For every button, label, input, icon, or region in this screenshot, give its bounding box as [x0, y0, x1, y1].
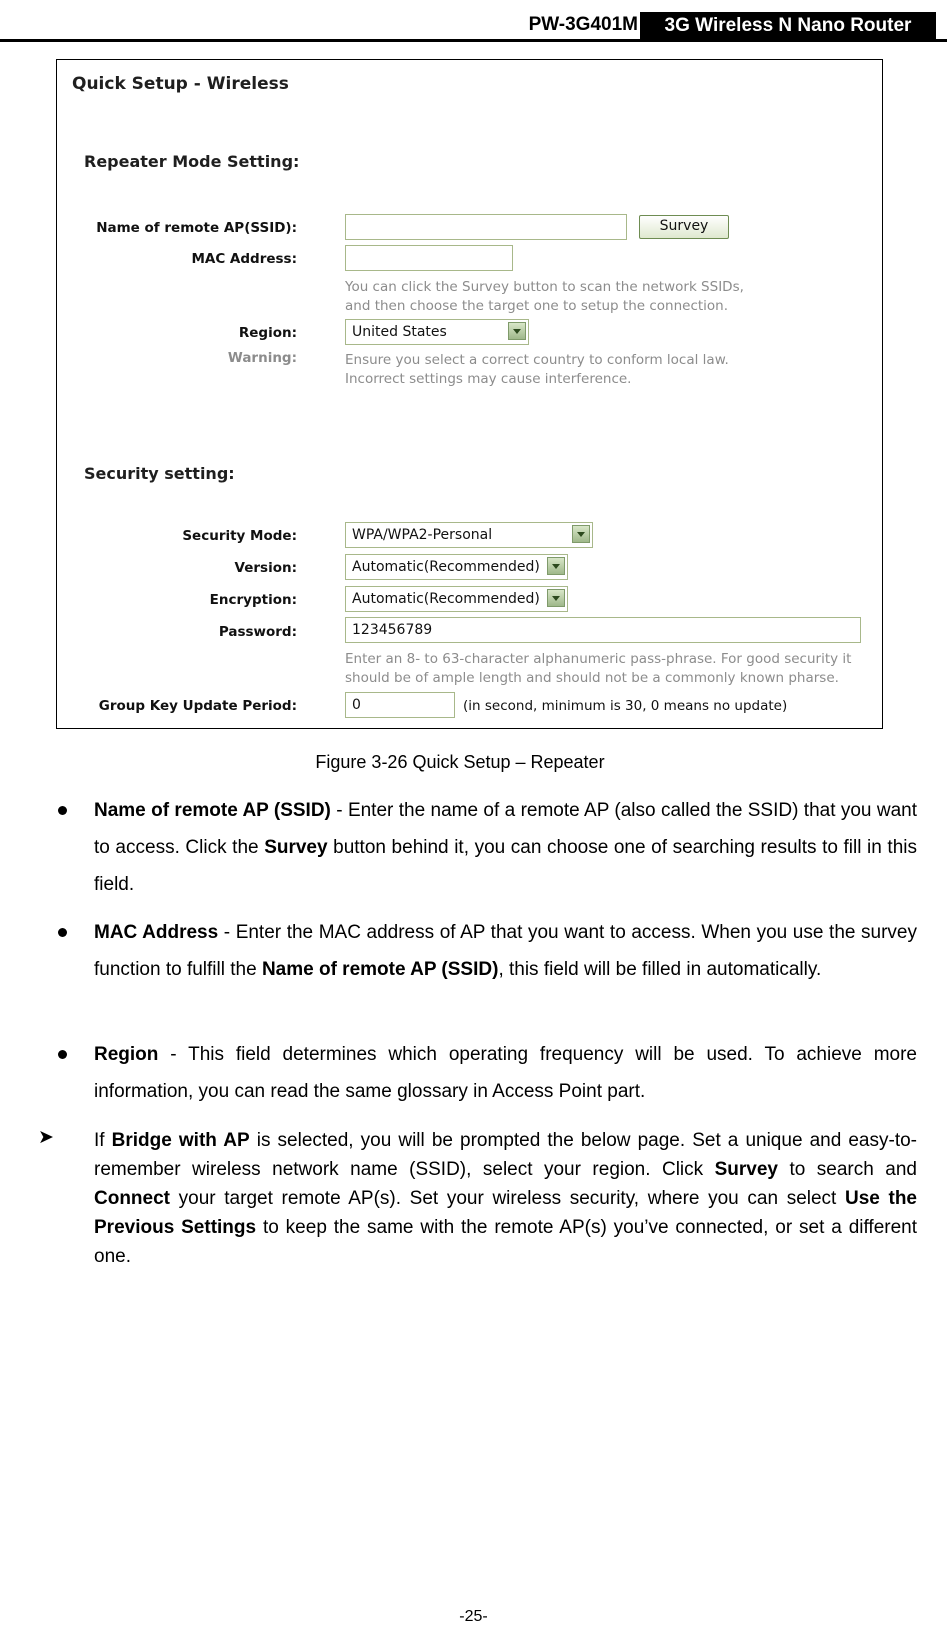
region-select[interactable]: [345, 319, 529, 345]
warning-label: Warning:: [227, 350, 297, 366]
password-help-1: Enter an 8- to 63-character alphanumeric pass-phrase. For good security it: [345, 651, 852, 667]
repeater-section-title: Repeater Mode Setting:: [84, 152, 300, 171]
quick-setup-figure: [56, 59, 883, 729]
encryption-value: Automatic(Recommended): [352, 591, 540, 607]
ssid-input[interactable]: [345, 214, 627, 240]
arrow-bullet-icon: ➤: [38, 1127, 54, 1148]
term-survey: Survey: [264, 837, 328, 858]
password-help-2: should be of ample length and should not be a commonly known pharse.: [345, 670, 839, 686]
chevron-down-icon: [547, 589, 565, 607]
survey-help-2: and then choose the target one to setup the connection.: [345, 298, 729, 314]
password-input[interactable]: 123456789: [345, 617, 861, 643]
arrow-paragraph: If Bridge with AP is selected, you will be prompted the below page. Set a unique and easy-to-remember wireless network name (SSID), select your region. Click Survey to search and Connect your target remote AP(s). Set your wireless security, where you can select Use the Previous Settings to keep the same with the remote AP(s) you’ve connected, or set a different one.: [94, 1130, 917, 1267]
security-mode-value: WPA/WPA2-Personal: [352, 527, 493, 543]
gkup-note: (in second, minimum is 30, 0 means no update): [463, 698, 788, 714]
header-model: PW-3G401M: [528, 14, 638, 35]
mac-label: MAC Address:: [191, 251, 297, 267]
page-number: -25-: [459, 1608, 488, 1625]
password-label: Password:: [218, 624, 297, 640]
encryption-select[interactable]: [345, 586, 568, 612]
version-value: Automatic(Recommended): [352, 559, 540, 575]
mac-input[interactable]: [345, 245, 513, 271]
figure-title: Quick Setup - Wireless: [72, 74, 289, 94]
region-label: Region:: [238, 325, 297, 341]
region-value: United States: [352, 324, 447, 340]
warning-text-2: Incorrect settings may cause interference.: [345, 371, 632, 387]
bullet-dot: [58, 806, 67, 815]
version-select[interactable]: [345, 554, 568, 580]
term-mac: MAC Address: [94, 922, 219, 943]
bullet-ssid: Name of remote AP (SSID) - Enter the name of a remote AP (also called the SSID) that you want to access. Click the Survey button behind it, you can choose one of searching results to fill in this field.: [94, 800, 918, 895]
warning-text-1: Ensure you select a correct country to conform local law.: [345, 352, 729, 368]
bullet-dot: [58, 928, 67, 937]
version-label: Version:: [234, 560, 297, 576]
chevron-down-icon: [572, 525, 590, 543]
security-mode-label: Security Mode:: [182, 528, 297, 544]
gkup-input[interactable]: 0: [345, 692, 455, 718]
survey-button[interactable]: Survey: [639, 215, 729, 239]
chevron-down-icon: [508, 322, 526, 340]
header-product: 3G Wireless N Nano Router: [640, 12, 936, 40]
gkup-label: Group Key Update Period:: [98, 698, 297, 714]
term-ssid: Name of remote AP (SSID): [94, 800, 331, 821]
encryption-label: Encryption:: [209, 592, 297, 608]
figure-caption: Figure 3-26 Quick Setup – Repeater: [315, 752, 605, 772]
survey-help-1: You can click the Survey button to scan the network SSIDs,: [345, 279, 744, 295]
bullet-dot: [58, 1050, 67, 1059]
term-ssid: Name of remote AP (SSID): [261, 959, 499, 980]
bullet-region: Region - This field determines which operating frequency will be used. To achieve more information, you can read the same glossary in Access Point part.: [94, 1044, 917, 1102]
term-region: Region: [94, 1044, 159, 1065]
security-section-title: Security setting:: [84, 464, 235, 483]
security-mode-select[interactable]: [345, 522, 593, 548]
bullet-mac: MAC Address - Enter the MAC address of AP that you want to access. When you use the survey function to fulfill the Name of remote AP (SSID), this field will be filled in automatically.: [94, 922, 917, 980]
chevron-down-icon: [547, 557, 565, 575]
header-rule: [0, 39, 947, 42]
ssid-label: Name of remote AP(SSID):: [96, 220, 297, 236]
